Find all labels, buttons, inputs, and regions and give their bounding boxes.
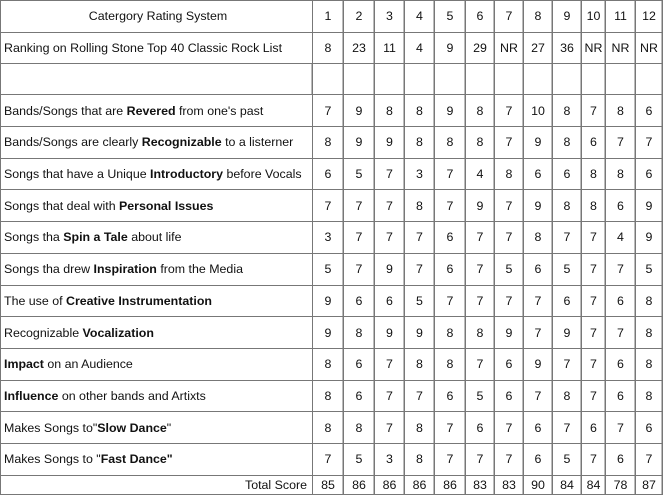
- rating-cell: 7: [344, 222, 375, 254]
- rating-cell: 8: [606, 158, 636, 190]
- rating-cell: 7: [344, 190, 375, 222]
- header-label: Catergory Rating System: [1, 1, 313, 33]
- total-cell: 86: [375, 475, 405, 494]
- category-label-text: Songs tha: [4, 230, 64, 245]
- category-label: [1, 348, 313, 380]
- rating-cell: 7: [435, 443, 466, 475]
- rating-cell: 7: [435, 412, 466, 444]
- rating-cell: 9: [344, 127, 375, 159]
- rating-cell: 7: [313, 443, 344, 475]
- total-label: Total Score: [1, 475, 313, 494]
- blank-row: [1, 64, 663, 95]
- rating-cell: 7: [375, 158, 405, 190]
- rating-cell: 7: [495, 222, 524, 254]
- rating-cell: 5: [553, 443, 582, 475]
- table-body: [1, 1, 663, 495]
- category-keyword: Creative Instrumentation: [66, 293, 212, 308]
- rating-cell: 6: [495, 380, 524, 412]
- rating-cell: 7: [405, 222, 435, 254]
- category-label-text: Songs that have a Unique: [4, 167, 151, 182]
- empty-cell: [495, 64, 524, 95]
- column-number: 6: [466, 1, 495, 33]
- header-row: [1, 1, 663, 33]
- rating-cell: 9: [435, 95, 466, 127]
- category-label: [1, 127, 313, 159]
- category-label: [1, 158, 313, 190]
- rating-cell: 6: [466, 412, 495, 444]
- rating-cell: 7: [553, 222, 582, 254]
- rating-cell: 9: [524, 127, 553, 159]
- rating-cell: 7: [375, 380, 405, 412]
- rating-cell: 7: [524, 285, 553, 317]
- rating-cell: 6: [582, 412, 606, 444]
- column-number: 12: [636, 1, 663, 33]
- total-cell: 86: [405, 475, 435, 494]
- rating-cell: 8: [466, 127, 495, 159]
- category-label-text: Recognizable: [4, 325, 83, 340]
- rating-cell: 6: [582, 127, 606, 159]
- total-cell: 85: [313, 475, 344, 494]
- rating-cell: 8: [344, 412, 375, 444]
- empty-cell: [1, 64, 313, 95]
- rating-cell: 7: [582, 95, 606, 127]
- column-number: 8: [524, 1, 553, 33]
- rating-cell: 6: [524, 158, 553, 190]
- rating-cell: 9: [636, 190, 663, 222]
- category-label-text: Bands/Songs are clearly: [4, 135, 142, 150]
- rating-cell: 8: [606, 95, 636, 127]
- rating-cell: 6: [606, 348, 636, 380]
- rating-cell: 7: [375, 222, 405, 254]
- rating-cell: 6: [344, 285, 375, 317]
- rating-cell: 5: [405, 285, 435, 317]
- total-cell: 90: [524, 475, 553, 494]
- column-number: 9: [553, 1, 582, 33]
- category-label: [1, 412, 313, 444]
- rating-cell: 6: [344, 348, 375, 380]
- rating-cell: 3: [405, 158, 435, 190]
- rating-cell: 6: [553, 158, 582, 190]
- rating-cell: 9: [553, 317, 582, 349]
- rating-cell: 8: [435, 317, 466, 349]
- ranking-cell: NR: [636, 32, 663, 64]
- category-keyword: Slow Dance: [97, 420, 167, 435]
- rating-cell: 7: [375, 348, 405, 380]
- category-keyword: Introductory: [150, 167, 224, 182]
- empty-cell: [524, 64, 553, 95]
- rating-cell: 6: [313, 158, 344, 190]
- rating-cell: 7: [435, 285, 466, 317]
- rating-cell: 8: [435, 348, 466, 380]
- total-cell: 84: [553, 475, 582, 494]
- category-label: [1, 380, 313, 412]
- rating-cell: 7: [606, 412, 636, 444]
- rating-cell: 8: [636, 317, 663, 349]
- category-keyword: Inspiration: [93, 262, 157, 277]
- category-row: [1, 190, 663, 222]
- rating-cell: 7: [435, 190, 466, 222]
- ranking-cell: 11: [375, 32, 405, 64]
- column-number: 11: [606, 1, 636, 33]
- category-label-text: The use of: [4, 293, 66, 308]
- category-label-text: to a listerner: [221, 135, 294, 150]
- rating-cell: 8: [405, 443, 435, 475]
- category-label-text: Bands/Songs that are: [4, 103, 127, 118]
- rating-cell: 7: [495, 127, 524, 159]
- rating-cell: 8: [405, 95, 435, 127]
- rating-cell: 7: [606, 253, 636, 285]
- rating-cell: 7: [405, 380, 435, 412]
- column-number: 10: [582, 1, 606, 33]
- rating-cell: 7: [495, 190, 524, 222]
- category-keyword: Revered: [126, 103, 176, 118]
- rating-cell: 4: [606, 222, 636, 254]
- rating-cell: 7: [582, 285, 606, 317]
- rating-cell: 6: [344, 380, 375, 412]
- category-row: [1, 285, 663, 317]
- rating-cell: 6: [435, 222, 466, 254]
- category-row: [1, 348, 663, 380]
- category-row: [1, 380, 663, 412]
- ranking-cell: 27: [524, 32, 553, 64]
- category-label-text: Songs tha drew: [4, 262, 94, 277]
- category-label-text: from one's past: [175, 103, 264, 118]
- category-row: [1, 412, 663, 444]
- rating-cell: 7: [636, 443, 663, 475]
- rating-cell: 8: [405, 190, 435, 222]
- empty-cell: [435, 64, 466, 95]
- category-keyword: Impact: [4, 357, 44, 372]
- rating-cell: 7: [466, 443, 495, 475]
- empty-cell: [405, 64, 435, 95]
- rating-cell: 8: [405, 412, 435, 444]
- rating-cell: 6: [524, 443, 553, 475]
- ranking-cell: 4: [405, 32, 435, 64]
- category-label-text: Makes Songs to ": [4, 452, 101, 467]
- rating-cell: 8: [405, 348, 435, 380]
- rating-cell: 7: [466, 285, 495, 317]
- rating-cell: 7: [606, 127, 636, 159]
- category-label: [1, 443, 313, 475]
- rating-cell: 6: [606, 190, 636, 222]
- rating-cell: 7: [405, 253, 435, 285]
- rating-cell: 9: [313, 317, 344, 349]
- empty-cell: [553, 64, 582, 95]
- rating-cell: 9: [466, 190, 495, 222]
- rating-cell: 8: [405, 127, 435, 159]
- rating-cell: 9: [524, 348, 553, 380]
- empty-cell: [375, 64, 405, 95]
- rating-cell: 8: [524, 222, 553, 254]
- category-label: [1, 253, 313, 285]
- column-number: 5: [435, 1, 466, 33]
- rating-cell: 5: [466, 380, 495, 412]
- ranking-cell: NR: [582, 32, 606, 64]
- column-number: 7: [495, 1, 524, 33]
- total-cell: 78: [606, 475, 636, 494]
- rating-cell: 8: [466, 95, 495, 127]
- total-cell: 84: [582, 475, 606, 494]
- rating-cell: 8: [582, 158, 606, 190]
- rating-cell: 7: [582, 253, 606, 285]
- rating-cell: 6: [524, 412, 553, 444]
- category-row: [1, 158, 663, 190]
- category-keyword: Fast Dance": [100, 452, 173, 467]
- rating-cell: 6: [606, 380, 636, 412]
- rating-cell: 7: [524, 317, 553, 349]
- rating-cell: 9: [495, 317, 524, 349]
- empty-cell: [606, 64, 636, 95]
- category-label: [1, 190, 313, 222]
- rating-cell: 10: [524, 95, 553, 127]
- category-keyword: Recognizable: [141, 135, 222, 150]
- rating-cell: 7: [313, 95, 344, 127]
- rating-cell: 6: [553, 285, 582, 317]
- rating-cell: 5: [344, 158, 375, 190]
- rating-cell: 3: [375, 443, 405, 475]
- category-label-text: Makes Songs to": [4, 420, 98, 435]
- empty-cell: [313, 64, 344, 95]
- rating-cell: 7: [553, 348, 582, 380]
- rating-cell: 5: [495, 253, 524, 285]
- rating-cell: 8: [636, 285, 663, 317]
- empty-cell: [582, 64, 606, 95]
- rating-cell: 7: [375, 190, 405, 222]
- category-label-text: before Vocals: [223, 167, 302, 182]
- category-row: [1, 317, 663, 349]
- rating-cell: 6: [435, 380, 466, 412]
- rating-cell: 7: [466, 253, 495, 285]
- rating-cell: 9: [344, 95, 375, 127]
- rating-cell: 7: [636, 127, 663, 159]
- rating-cell: 5: [636, 253, 663, 285]
- rating-cell: 9: [313, 285, 344, 317]
- ranking-cell: NR: [606, 32, 636, 64]
- rating-cell: 8: [313, 380, 344, 412]
- rating-cell: 8: [375, 95, 405, 127]
- rating-cell: 8: [553, 380, 582, 412]
- rating-cell: 8: [344, 317, 375, 349]
- column-number: 4: [405, 1, 435, 33]
- category-row: [1, 222, 663, 254]
- rating-cell: 7: [466, 348, 495, 380]
- rating-cell: 6: [495, 348, 524, 380]
- rating-cell: 6: [636, 412, 663, 444]
- ranking-cell: 36: [553, 32, 582, 64]
- rating-cell: 8: [313, 348, 344, 380]
- rating-cell: 5: [344, 443, 375, 475]
- category-row: [1, 443, 663, 475]
- total-cell: 87: [636, 475, 663, 494]
- rating-cell: 7: [313, 190, 344, 222]
- rating-cell: 9: [524, 190, 553, 222]
- category-keyword: Influence: [4, 388, 59, 403]
- rating-cell: 6: [606, 443, 636, 475]
- category-label: [1, 285, 313, 317]
- rating-cell: 3: [313, 222, 344, 254]
- rating-cell: 7: [582, 348, 606, 380]
- rating-cell: 7: [344, 253, 375, 285]
- ranking-row: [1, 32, 663, 64]
- ranking-cell: 29: [466, 32, 495, 64]
- total-cell: 83: [466, 475, 495, 494]
- rating-cell: 6: [524, 253, 553, 285]
- rating-cell: 8: [495, 158, 524, 190]
- category-label-text: from the Media: [156, 262, 243, 277]
- rating-cell: 6: [636, 95, 663, 127]
- total-cell: 86: [344, 475, 375, 494]
- rating-cell: 8: [553, 190, 582, 222]
- rating-cell: 4: [466, 158, 495, 190]
- category-label: [1, 222, 313, 254]
- ranking-label: Ranking on Rolling Stone Top 40 Classic Rock List: [1, 32, 313, 64]
- total-row: [1, 475, 663, 494]
- rating-cell: 8: [553, 95, 582, 127]
- rating-cell: 8: [435, 127, 466, 159]
- rating-cell: 7: [495, 285, 524, 317]
- ranking-cell: NR: [495, 32, 524, 64]
- rating-cell: 8: [553, 127, 582, 159]
- column-number: 1: [313, 1, 344, 33]
- category-keyword: Spin a Tale: [63, 230, 128, 245]
- rating-cell: 7: [582, 380, 606, 412]
- column-number: 3: [375, 1, 405, 33]
- category-keyword: Personal Issues: [119, 198, 214, 213]
- rating-cell: 7: [524, 380, 553, 412]
- rating-cell: 5: [553, 253, 582, 285]
- rating-cell: 7: [435, 158, 466, 190]
- rating-cell: 7: [582, 443, 606, 475]
- total-cell: 83: [495, 475, 524, 494]
- rating-cell: 8: [582, 190, 606, 222]
- category-label-text: about life: [127, 230, 182, 245]
- rating-cell: 9: [636, 222, 663, 254]
- total-cell: 86: [435, 475, 466, 494]
- rating-cell: 6: [606, 285, 636, 317]
- rating-cell: 7: [606, 317, 636, 349]
- empty-cell: [344, 64, 375, 95]
- category-label-text: Songs that deal with: [4, 198, 120, 213]
- category-row: [1, 253, 663, 285]
- category-label: [1, 317, 313, 349]
- ranking-cell: 8: [313, 32, 344, 64]
- category-label: [1, 95, 313, 127]
- rating-cell: 7: [553, 412, 582, 444]
- rating-cell: 6: [435, 253, 466, 285]
- rating-cell: 7: [582, 222, 606, 254]
- rating-cell: 9: [375, 253, 405, 285]
- rating-cell: 8: [636, 380, 663, 412]
- rating-cell: 8: [313, 127, 344, 159]
- ranking-cell: 23: [344, 32, 375, 64]
- rating-cell: 9: [375, 317, 405, 349]
- category-label-text: ": [166, 420, 172, 435]
- rating-cell: 8: [313, 412, 344, 444]
- rating-cell: 7: [495, 443, 524, 475]
- rating-cell: 6: [636, 158, 663, 190]
- category-row: [1, 127, 663, 159]
- rating-cell: 8: [466, 317, 495, 349]
- empty-cell: [466, 64, 495, 95]
- rating-cell: 8: [636, 348, 663, 380]
- column-number: 2: [344, 1, 375, 33]
- empty-cell: [636, 64, 663, 95]
- rating-cell: 7: [495, 412, 524, 444]
- rating-cell: 7: [495, 95, 524, 127]
- rating-cell: 9: [375, 127, 405, 159]
- category-label-text: on an Audience: [43, 357, 133, 372]
- ranking-cell: 9: [435, 32, 466, 64]
- rating-cell: 7: [466, 222, 495, 254]
- rating-cell: 7: [375, 412, 405, 444]
- rating-cell: 6: [375, 285, 405, 317]
- rating-cell: 5: [313, 253, 344, 285]
- rating-cell: 9: [405, 317, 435, 349]
- category-row: [1, 95, 663, 127]
- rating-cell: 7: [582, 317, 606, 349]
- category-label-text: on other bands and Artixts: [58, 388, 206, 403]
- category-keyword: Vocalization: [82, 325, 154, 340]
